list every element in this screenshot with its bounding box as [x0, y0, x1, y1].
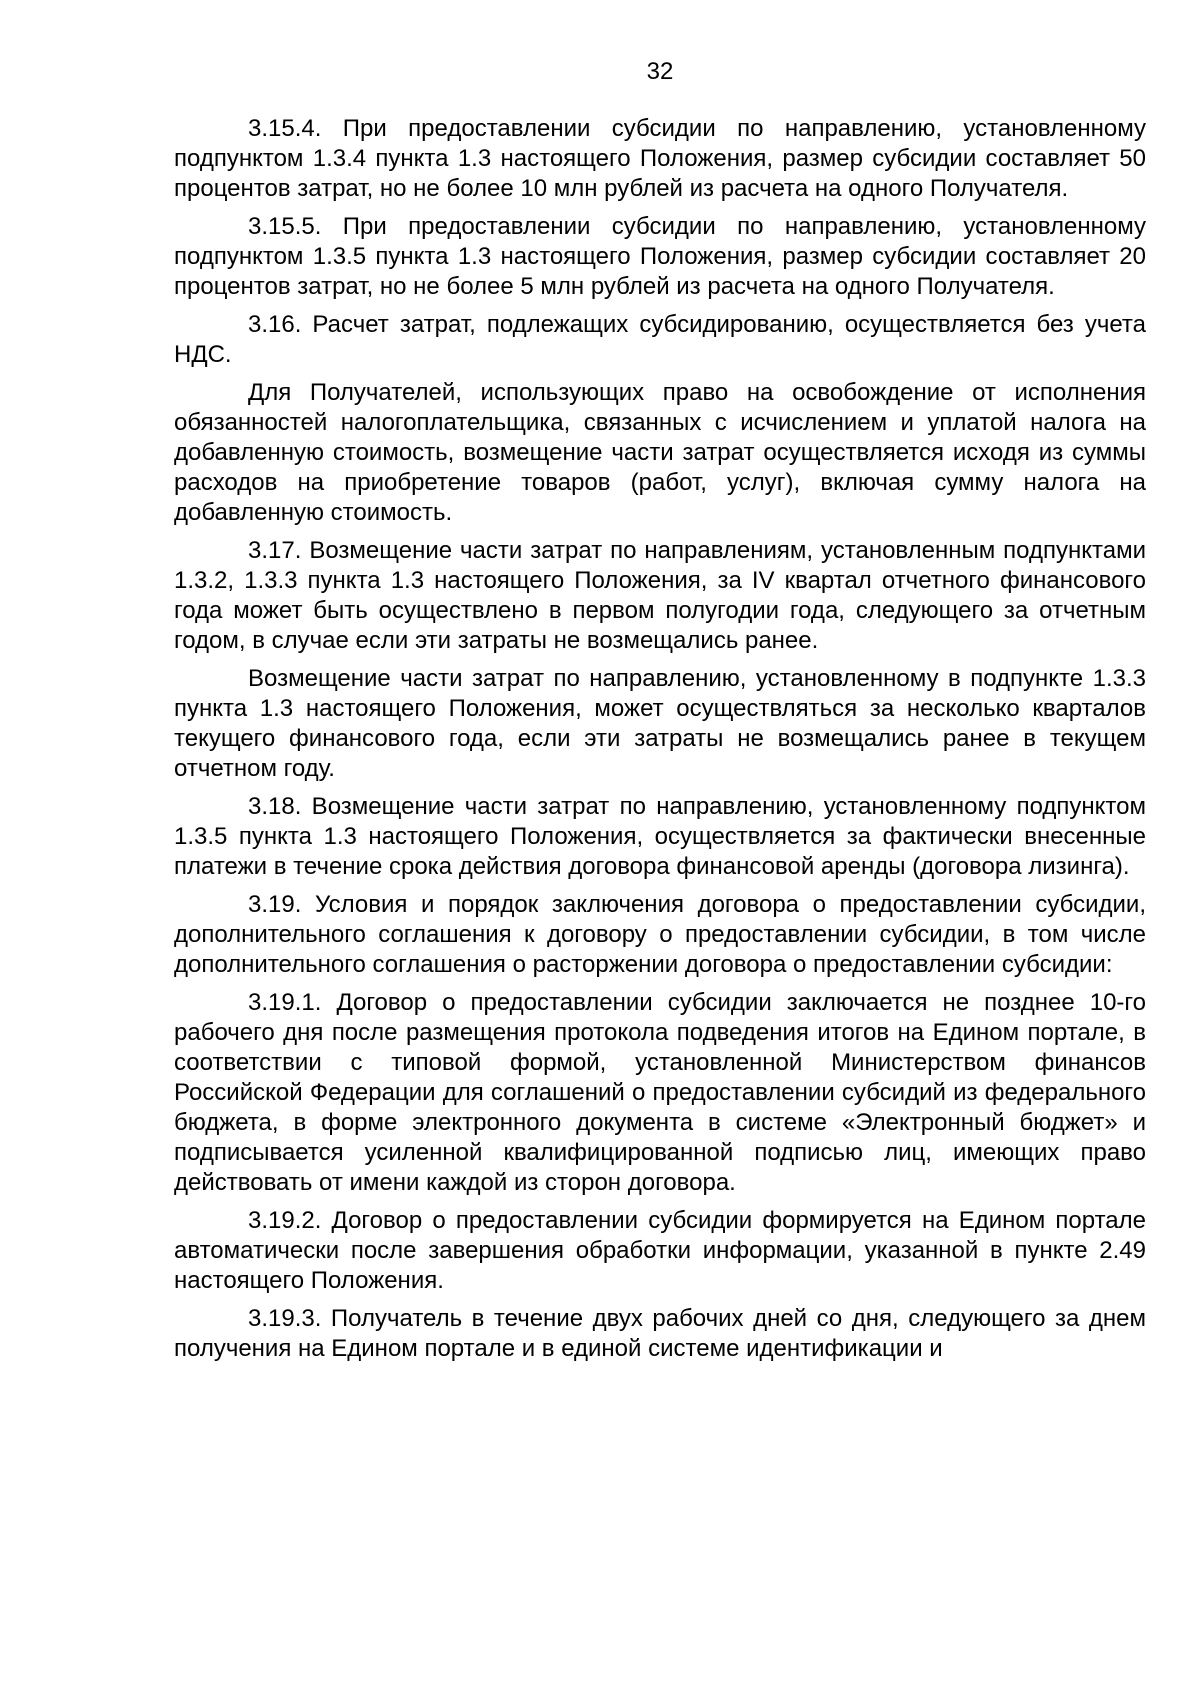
paragraph-3-19-3: 3.19.3. Получатель в течение двух рабочих дней со дня, следующего за днем получения на Едином портале и в единой системе идентификации и: [174, 1305, 1146, 1362]
paragraph-3-19-1: 3.19.1. Договор о предоставлении субсидии заключается не позднее 10-го рабочего дня после размещения протокола подведения итогов на Едином портале, в соответствии с типовой формой, установленной Министерством финансов Российской Федерации для соглашений о предоставлении субсидий из федерального бюджета, в форме электронного документа в системе «Электронный бюджет» и подписывается усиленной квалифицированной подписью лиц, имеющих право действовать от имени каждой из сторон договора.: [174, 989, 1146, 1196]
page-number: 32: [646, 58, 674, 85]
paragraph-3-17-quarters: Возмещение части затрат по направлению, установленному в подпункте 1.3.3 пункта 1.3 настоящего Положения, может осуществляться за несколько кварталов текущего финансового года, если эти затраты не возмещались ранее в текущем отчетном году.: [174, 665, 1146, 782]
paragraph-3-15-5: 3.15.5. При предоставлении субсидии по направлению, установленному подпунктом 1.3.5 пункта 1.3 настоящего Положения, размер субсидии составляет 20 процентов затрат, но не более 5 млн рублей из расчета на одного Получателя.: [174, 213, 1146, 300]
document-body: [174, 114, 1146, 1372]
paragraph-3-16-vat-exempt: Для Получателей, использующих право на освобождение от исполнения обязанностей налогоплательщика, связанных с исчислением и уплатой налога на добавленную стоимость, возмещение части затрат осуществляется исходя из суммы расходов на приобретение товаров (работ, услуг), включая сумму налога на добавленную стоимость.: [174, 379, 1146, 526]
paragraph-3-18: 3.18. Возмещение части затрат по направлению, установленному подпунктом 1.3.5 пункта 1.3 настоящего Положения, осуществляется за фактически внесенные платежи в течение срока действия договора финансовой аренды (договора лизинга).: [174, 793, 1146, 880]
paragraph-3-16: 3.16. Расчет затрат, подлежащих субсидированию, осуществляется без учета НДС.: [174, 311, 1146, 368]
paragraph-3-19: 3.19. Условия и порядок заключения договора о предоставлении субсидии, дополнительного соглашения к договору о предоставлении субсидии, в том числе дополнительного соглашения о расторжении договора о предоставлении субсидии:: [174, 891, 1146, 978]
paragraph-3-17: 3.17. Возмещение части затрат по направлениям, установленным подпунктами 1.3.2, 1.3.3 пункта 1.3 настоящего Положения, за IV квартал отчетного финансового года может быть осуществлено в первом полугодии года, следующего за отчетным годом, в случае если эти затраты не возмещались ранее.: [174, 537, 1146, 654]
paragraph-3-15-4: 3.15.4. При предоставлении субсидии по направлению, установленному подпунктом 1.3.4 пункта 1.3 настоящего Положения, размер субсидии составляет 50 процентов затрат, но не более 10 млн рублей из расчета на одного Получателя.: [174, 115, 1146, 202]
paragraph-3-19-2: 3.19.2. Договор о предоставлении субсидии формируется на Едином портале автоматически после завершения обработки информации, указанной в пункте 2.49 настоящего Положения.: [174, 1207, 1146, 1294]
